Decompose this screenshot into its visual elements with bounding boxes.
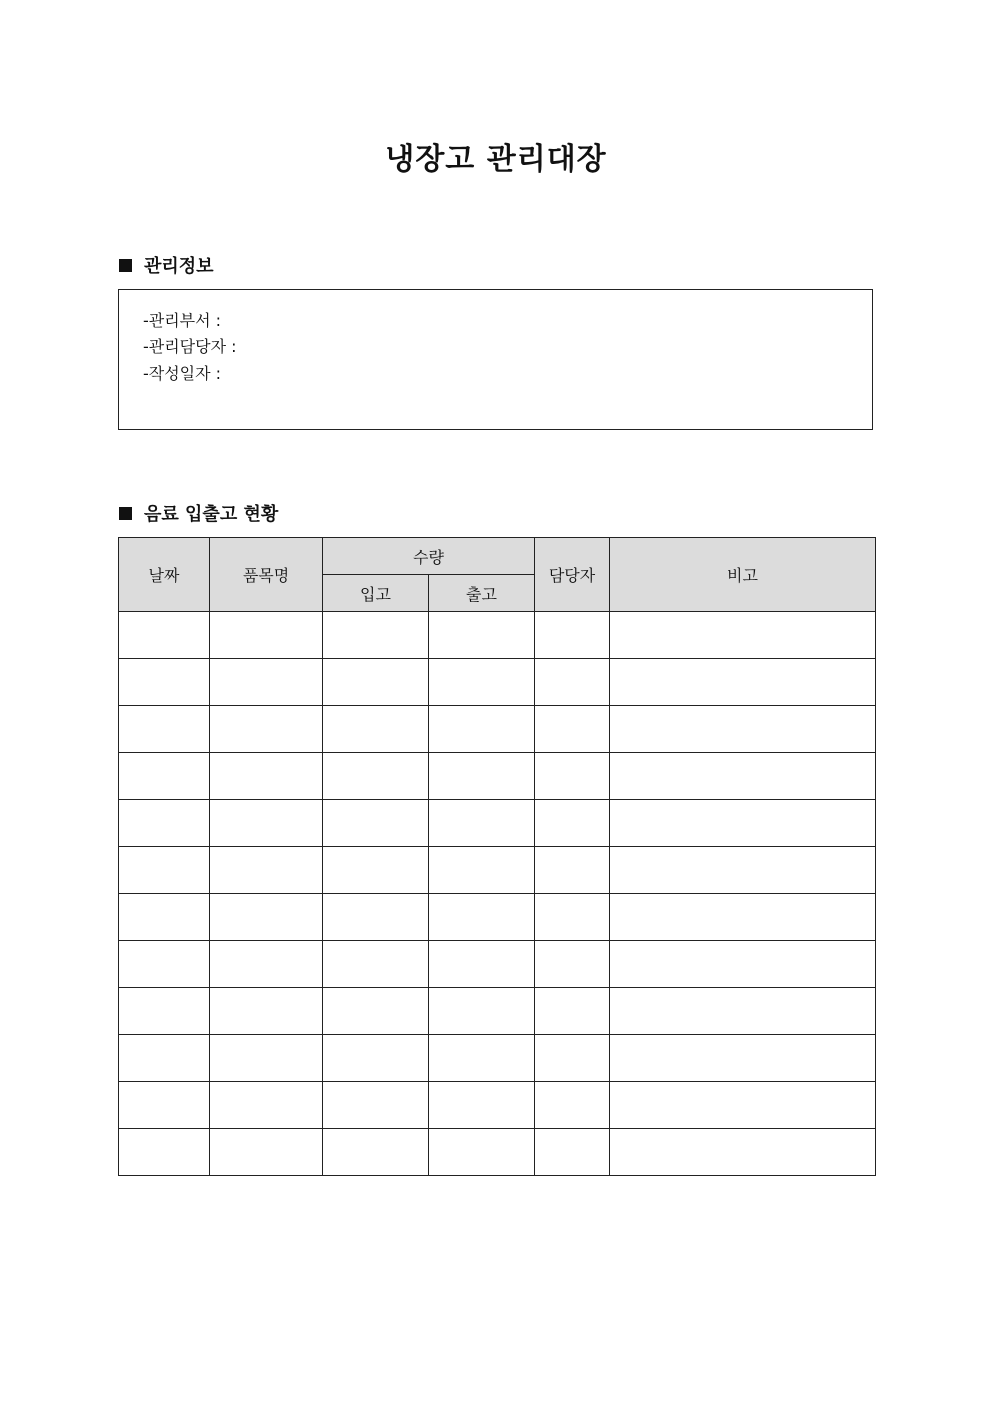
in-cell[interactable] [323, 659, 429, 706]
manager-cell[interactable] [535, 800, 610, 847]
out-cell[interactable] [429, 659, 535, 706]
date-cell[interactable] [119, 1035, 210, 1082]
table-row [119, 988, 876, 1035]
date-cell[interactable] [119, 612, 210, 659]
out-cell[interactable] [429, 612, 535, 659]
remarks-cell[interactable] [610, 612, 876, 659]
in-cell[interactable] [323, 1129, 429, 1176]
manager-cell[interactable] [535, 753, 610, 800]
in-cell[interactable] [323, 988, 429, 1035]
out-cell[interactable] [429, 941, 535, 988]
item-name-cell[interactable] [210, 612, 323, 659]
out-cell[interactable] [429, 894, 535, 941]
out-cell[interactable] [429, 800, 535, 847]
remarks-cell[interactable] [610, 659, 876, 706]
date-cell[interactable] [119, 753, 210, 800]
beverage-status-heading [119, 500, 278, 526]
square-bullet-icon [119, 259, 132, 272]
square-bullet-icon [119, 507, 132, 520]
manager-cell[interactable] [535, 894, 610, 941]
in-cell[interactable] [323, 894, 429, 941]
remarks-cell[interactable] [610, 1129, 876, 1176]
item-name-cell[interactable] [210, 800, 323, 847]
in-cell[interactable] [323, 706, 429, 753]
date-cell[interactable] [119, 1082, 210, 1129]
date-cell[interactable] [119, 988, 210, 1035]
column-header-out: 출고 [429, 575, 535, 612]
item-name-cell[interactable] [210, 1035, 323, 1082]
column-header-item-name: 품목명 [210, 538, 323, 612]
management-info-heading [119, 252, 214, 278]
manager-cell[interactable] [535, 1035, 610, 1082]
manager-cell[interactable] [535, 612, 610, 659]
manager-field[interactable]: -관리담당자 : [143, 337, 237, 356]
remarks-cell[interactable] [610, 753, 876, 800]
remarks-cell[interactable] [610, 941, 876, 988]
date-cell[interactable] [119, 800, 210, 847]
column-header-date: 날짜 [119, 538, 210, 612]
in-cell[interactable] [323, 1035, 429, 1082]
manager-cell[interactable] [535, 1129, 610, 1176]
out-cell[interactable] [429, 988, 535, 1035]
date-cell[interactable] [119, 706, 210, 753]
out-cell[interactable] [429, 706, 535, 753]
manager-cell[interactable] [535, 659, 610, 706]
in-cell[interactable] [323, 941, 429, 988]
column-header-remarks: 비고 [610, 538, 876, 612]
remarks-cell[interactable] [610, 1082, 876, 1129]
date-cell[interactable] [119, 847, 210, 894]
column-header-quantity: 수량 [323, 538, 535, 575]
date-cell[interactable] [119, 1129, 210, 1176]
date-cell[interactable] [119, 941, 210, 988]
manager-cell[interactable] [535, 1082, 610, 1129]
table-row [119, 1129, 876, 1176]
manager-cell[interactable] [535, 706, 610, 753]
document-title: 냉장고 관리대장 [385, 142, 607, 177]
in-cell[interactable] [323, 753, 429, 800]
table-row [119, 1035, 876, 1082]
manager-cell[interactable] [535, 988, 610, 1035]
table-row [119, 894, 876, 941]
out-cell[interactable] [429, 1129, 535, 1176]
out-cell[interactable] [429, 1035, 535, 1082]
item-name-cell[interactable] [210, 988, 323, 1035]
item-name-cell[interactable] [210, 1129, 323, 1176]
date-cell[interactable] [119, 659, 210, 706]
beverage-status-heading-label: 음료 입출고 현황 [144, 504, 279, 525]
item-name-cell[interactable] [210, 894, 323, 941]
out-cell[interactable] [429, 753, 535, 800]
table-row [119, 1082, 876, 1129]
table-row [119, 847, 876, 894]
table-row [119, 753, 876, 800]
ledger-body [119, 612, 876, 1176]
date-cell[interactable] [119, 894, 210, 941]
item-name-cell[interactable] [210, 847, 323, 894]
table-row [119, 706, 876, 753]
in-cell[interactable] [323, 1082, 429, 1129]
table-row [119, 941, 876, 988]
out-cell[interactable] [429, 1082, 535, 1129]
item-name-cell[interactable] [210, 941, 323, 988]
in-cell[interactable] [323, 612, 429, 659]
item-name-cell[interactable] [210, 1082, 323, 1129]
beverage-ledger-table [118, 537, 876, 1176]
remarks-cell[interactable] [610, 800, 876, 847]
manager-cell[interactable] [535, 941, 610, 988]
remarks-cell[interactable] [610, 706, 876, 753]
management-info-heading-label: 관리정보 [144, 256, 214, 277]
date-written-field[interactable]: -작성일자 : [143, 364, 222, 383]
department-field[interactable]: -관리부서 : [143, 311, 222, 330]
table-row [119, 612, 876, 659]
column-header-in: 입고 [323, 575, 429, 612]
management-info-box [118, 289, 873, 430]
in-cell[interactable] [323, 800, 429, 847]
table-row [119, 659, 876, 706]
manager-cell[interactable] [535, 847, 610, 894]
item-name-cell[interactable] [210, 706, 323, 753]
out-cell[interactable] [429, 847, 535, 894]
in-cell[interactable] [323, 847, 429, 894]
remarks-cell[interactable] [610, 847, 876, 894]
remarks-cell[interactable] [610, 988, 876, 1035]
item-name-cell[interactable] [210, 659, 323, 706]
item-name-cell[interactable] [210, 753, 323, 800]
remarks-cell[interactable] [610, 894, 876, 941]
column-header-manager: 담당자 [535, 538, 610, 612]
remarks-cell[interactable] [610, 1035, 876, 1082]
table-row [119, 800, 876, 847]
